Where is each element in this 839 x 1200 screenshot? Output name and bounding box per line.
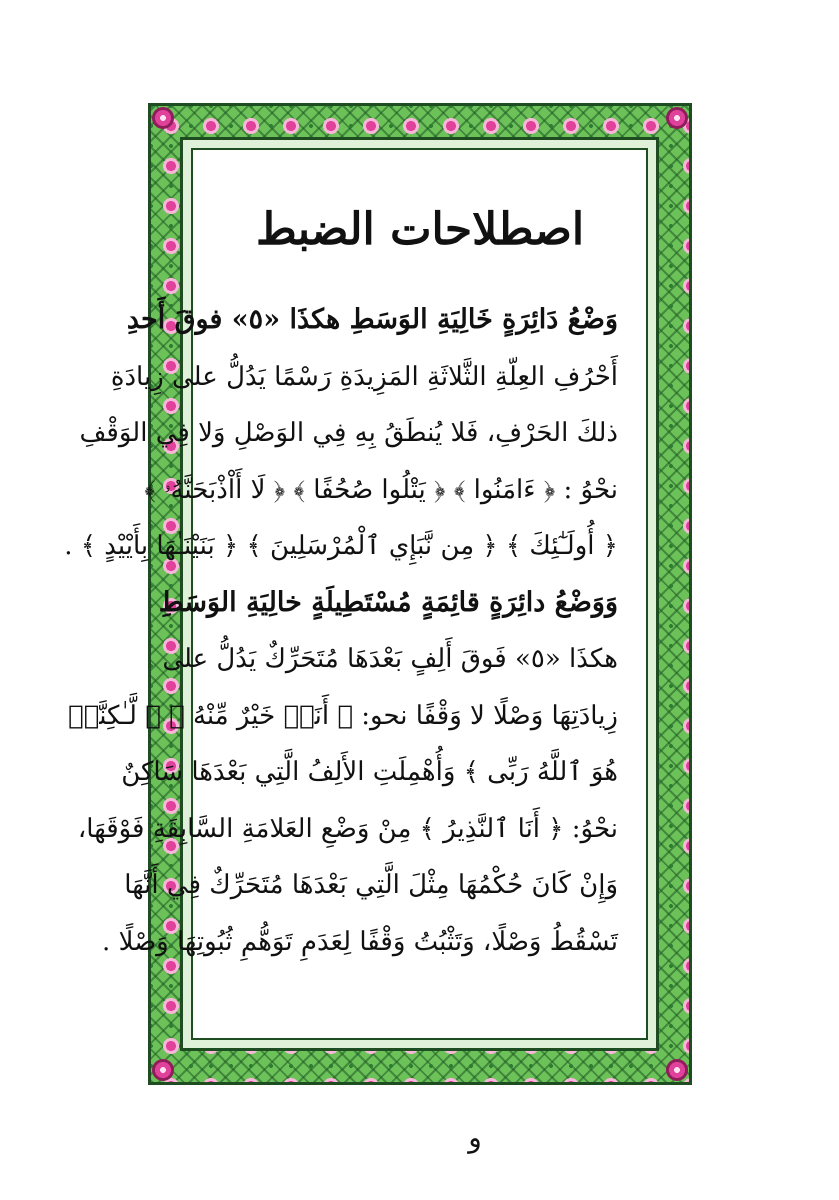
page-number: و xyxy=(468,1121,482,1154)
text-line: هكذَا «٥» فَوقَ أَلِفٍ بَعْدَهَا مُتَحَرِّكٌ يَدُلُّ على xyxy=(162,644,618,674)
text-line: وَضْعُ دَائِرَةٍ خَالِيَةِ الوَسَطِ هكذَا «٥» فوقَ أَحدِ xyxy=(126,304,618,335)
paragraph-1 xyxy=(64,292,618,575)
text-line: وَوَضْعُ دائِرَةٍ قائِمَةٍ مُسْتَطِيلَةٍ خالِيَةِ الوَسَطِ xyxy=(158,586,618,618)
text-line: أَحْرُفِ العِلّةِ الثَّلاثَةِ المَزِيدَةِ رَسْمًا يَدُلُّ على زِيادَةِ xyxy=(110,361,618,392)
text-line: هُوَ ٱللَّهُ رَبِّى ﴾ وَأُهْمِلَتِ الأَلِفُ الَّتِي بَعْدَهَا سَاكِنٌ xyxy=(121,757,618,787)
page-title: اصطلاحات الضبط xyxy=(255,204,585,255)
flower-ornament-icon xyxy=(666,1059,688,1081)
flower-ornament-icon xyxy=(666,107,688,129)
text-line: تَسْقُطُ وَصْلًا، وَتَثْبُتُ وَقْفًا لِعَدَمِ تَوَهُّمِ ثُبُوتِهَا وَصْلًا . xyxy=(102,926,618,957)
paragraph-2 xyxy=(68,575,618,971)
text-line: ﴿ أُولَـٰٓئِكَ ﴾ ﴿ مِن نَّبَإِي ٱلْمُرْسَلِينَ ﴾ ﴿ بَنَيْنَـٰهَا بِأَيْيْدٍ ﴾ . xyxy=(64,531,618,561)
text-line: وَإِنْ كَانَ حُكْمُهَا مِثْلَ الَّتِي بَعْدَهَا مُتَحَرِّكٌ فِي أَنَّهَا xyxy=(124,870,618,900)
text-line: نحْوُ: ﴿ أَنَا ٱلنَّذِيرُ ﴾ مِنْ وَضْعِ العَلامَةِ السَّابِقَةِ فَوْقَهَا، xyxy=(77,813,618,844)
flower-ornament-icon xyxy=(152,107,174,129)
text-line: زِيادَتِهَا وَصْلًا لا وَقْفًا نحو: ﴿ أَنَا۠ خَيْرٌ مِّنْهُ ﴾ ﴿ لَّـٰكِنَّا۠ xyxy=(68,700,618,731)
text-line: نحْوُ : ﴿ ءَامَنُوا ﴾ ﴿ يَتْلُوا صُحُفًا ﴾ ﴿ لَا أَاْذْبَحَنَّهُۥ ﴾ xyxy=(144,474,618,505)
flower-ornament-icon xyxy=(152,1059,174,1081)
text-line: ذلكَ الحَرْفِ، فَلا يُنطَقُ بِهِ فِي الوَصْلِ وَلا فِي الوَقْفِ xyxy=(79,418,618,448)
body-text xyxy=(64,292,618,970)
